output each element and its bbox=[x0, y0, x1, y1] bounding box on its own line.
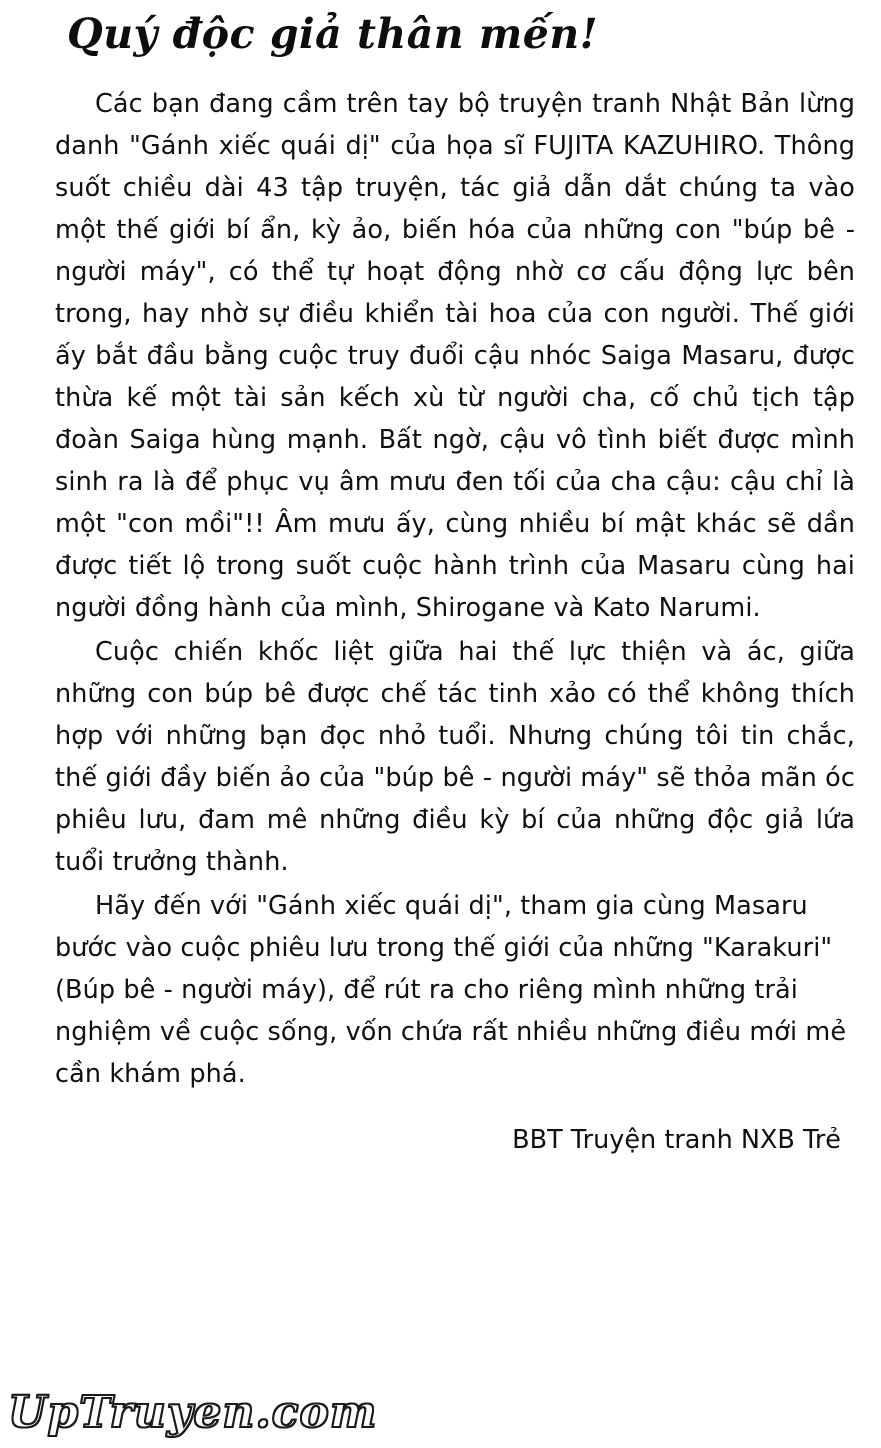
letter-paragraph: Các bạn đang cầm trên tay bộ truyện tranh Nhật Bản lừng danh "Gánh xiếc quái dị" của họa sĩ FUJITA KAZUHIRO. Thông suốt chiều dài 43 tập truyện, tác giả dẫn dắt chúng ta vào một thế giới bí ẩn, kỳ ảo, biến hóa của những con "búp bê - người máy", có thể tự hoạt động nhờ cơ cấu động lực bên trong, hay nhờ sự điều khiển tài hoa của con người. Thế giới ấy bắt đầu bằng cuộc truy đuổi cậu nhóc Saiga Masaru, được thừa kế một tài sản kếch xù từ người cha, cố chủ tịch tập đoàn Saiga hùng mạnh. Bất ngờ, cậu vô tình biết được mình sinh ra là để phục vụ âm mưu đen tối của cha cậu: cậu chỉ là một "con mồi"!! Âm mưu ấy, cùng nhiều bí mật khác sẽ dần được tiết lộ trong suốt cuộc hành trình của Masaru cùng hai người đồng hành của mình, Shirogane và Kato Narumi. bbox=[55, 89, 855, 624]
editor-letter bbox=[55, 0, 855, 1155]
page-title: Quý độc giả thân mến! bbox=[67, 10, 599, 58]
page-edge bbox=[0, 0, 6, 1448]
letter-paragraph: Cuộc chiến khốc liệt giữa hai thế lực thiện và ác, giữa những con búp bê được chế tác tinh xảo có thể không thích hợp với những bạn đọc nhỏ tuổi. Nhưng chúng tôi tin chắc, thế giới đầy biến ảo của "búp bê - người máy" sẽ thỏa mãn óc phiêu lưu, đam mê những điều kỳ bí của những độc giả lứa tuổi trưởng thành. bbox=[55, 637, 855, 878]
letter-paragraph: Hãy đến với "Gánh xiếc quái dị", tham gia cùng Masaru bước vào cuộc phiêu lưu trong thế giới của những "Karakuri" (Búp bê - người máy), để rút ra cho riêng mình những trải nghiệm về cuộc sống, vốn chứa rất nhiều những điều mới mẻ cần khám phá. bbox=[55, 891, 847, 1090]
letter-signature: BBT Truyện tranh NXB Trẻ bbox=[512, 1125, 841, 1156]
letter-body bbox=[55, 83, 855, 1095]
site-watermark: UpTruyen.com bbox=[8, 1387, 378, 1438]
